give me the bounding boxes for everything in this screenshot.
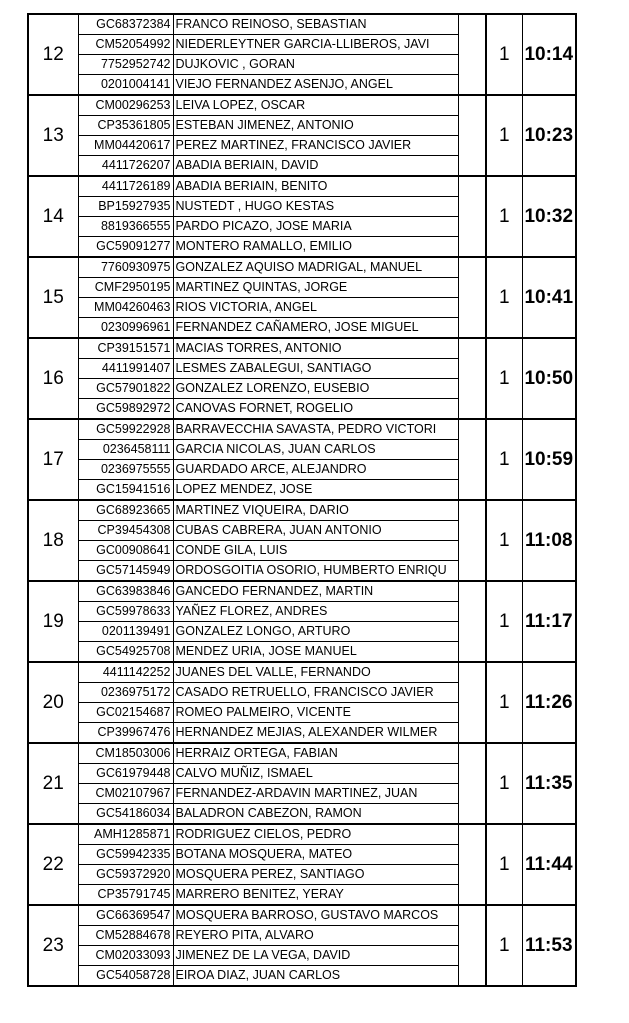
player-license: 0236458111 <box>78 440 173 460</box>
player-license: BP15927935 <box>78 197 173 217</box>
start-hole: 1 <box>486 95 522 176</box>
player-license: GC61979448 <box>78 764 173 784</box>
player-name: LOPEZ MENDEZ, JOSE <box>173 480 458 501</box>
tee-time: 10:50 <box>522 338 576 419</box>
player-license: 7760930975 <box>78 257 173 278</box>
start-hole: 1 <box>486 338 522 419</box>
spacer-cell <box>458 257 486 338</box>
start-hole: 1 <box>486 500 522 581</box>
group-number: 13 <box>28 95 78 176</box>
player-name: CALVO MUÑIZ, ISMAEL <box>173 764 458 784</box>
player-name: CANOVAS FORNET, ROGELIO <box>173 399 458 420</box>
player-name: GANCEDO FERNANDEZ, MARTIN <box>173 581 458 602</box>
player-name: ORDOSGOITIA OSORIO, HUMBERTO ENRIQU <box>173 561 458 582</box>
tee-time: 10:14 <box>522 14 576 95</box>
player-name: ABADIA BERIAIN, BENITO <box>173 176 458 197</box>
player-name: REYERO PITA, ALVARO <box>173 926 458 946</box>
start-hole: 1 <box>486 824 522 905</box>
player-name: GONZALEZ AQUISO MADRIGAL, MANUEL <box>173 257 458 278</box>
group-number: 14 <box>28 176 78 257</box>
player-license: GC57901822 <box>78 379 173 399</box>
player-license: 8819366555 <box>78 217 173 237</box>
player-license: GC59942335 <box>78 845 173 865</box>
tee-time: 10:23 <box>522 95 576 176</box>
player-license: CP39454308 <box>78 521 173 541</box>
tee-time: 11:53 <box>522 905 576 986</box>
player-row <box>28 500 576 521</box>
player-license: GC15941516 <box>78 480 173 501</box>
player-row <box>28 257 576 278</box>
player-name: CUBAS CABRERA, JUAN ANTONIO <box>173 521 458 541</box>
spacer-cell <box>458 824 486 905</box>
start-hole: 1 <box>486 662 522 743</box>
player-license: GC63983846 <box>78 581 173 602</box>
player-name: JIMENEZ DE LA VEGA, DAVID <box>173 946 458 966</box>
player-license: CM00296253 <box>78 95 173 116</box>
player-license: CP35361805 <box>78 116 173 136</box>
player-name: YAÑEZ FLOREZ, ANDRES <box>173 602 458 622</box>
start-hole: 1 <box>486 905 522 986</box>
player-license: 0236975555 <box>78 460 173 480</box>
player-license: GC02154687 <box>78 703 173 723</box>
player-name: VIEJO FERNANDEZ ASENJO, ANGEL <box>173 75 458 96</box>
player-license: MM04420617 <box>78 136 173 156</box>
player-row <box>28 743 576 764</box>
spacer-cell <box>458 338 486 419</box>
player-name: RIOS VICTORIA, ANGEL <box>173 298 458 318</box>
player-name: MARTINEZ QUINTAS, JORGE <box>173 278 458 298</box>
spacer-cell <box>458 95 486 176</box>
player-name: MACIAS TORRES, ANTONIO <box>173 338 458 359</box>
spacer-cell <box>458 500 486 581</box>
start-hole: 1 <box>486 257 522 338</box>
player-name: MOSQUERA BARROSO, GUSTAVO MARCOS <box>173 905 458 926</box>
player-license: GC68372384 <box>78 14 173 35</box>
player-name: ESTEBAN JIMENEZ, ANTONIO <box>173 116 458 136</box>
player-name: CONDE GILA, LUIS <box>173 541 458 561</box>
start-hole: 1 <box>486 14 522 95</box>
player-license: CM02107967 <box>78 784 173 804</box>
player-name: LESMES ZABALEGUI, SANTIAGO <box>173 359 458 379</box>
tee-time: 10:41 <box>522 257 576 338</box>
player-license: 4411726207 <box>78 156 173 177</box>
player-license: 0230996961 <box>78 318 173 339</box>
player-name: MENDEZ URIA, JOSE MANUEL <box>173 642 458 663</box>
player-name: MOSQUERA PEREZ, SANTIAGO <box>173 865 458 885</box>
player-license: GC54186034 <box>78 804 173 825</box>
start-hole: 1 <box>486 419 522 500</box>
spacer-cell <box>458 14 486 95</box>
player-license: GC59922928 <box>78 419 173 440</box>
player-license: 0236975172 <box>78 683 173 703</box>
tee-time: 10:59 <box>522 419 576 500</box>
player-license: GC57145949 <box>78 561 173 582</box>
group-number: 16 <box>28 338 78 419</box>
start-hole: 1 <box>486 743 522 824</box>
player-name: BOTANA MOSQUERA, MATEO <box>173 845 458 865</box>
player-license: GC59978633 <box>78 602 173 622</box>
spacer-cell <box>458 176 486 257</box>
player-row <box>28 662 576 683</box>
player-name: JUANES DEL VALLE, FERNANDO <box>173 662 458 683</box>
tee-time: 11:44 <box>522 824 576 905</box>
player-name: PEREZ MARTINEZ, FRANCISCO JAVIER <box>173 136 458 156</box>
player-license: 0201139491 <box>78 622 173 642</box>
spacer-cell <box>458 581 486 662</box>
group-number: 15 <box>28 257 78 338</box>
player-name: LEIVA LOPEZ, OSCAR <box>173 95 458 116</box>
player-license: 0201004141 <box>78 75 173 96</box>
player-license: CMF2950195 <box>78 278 173 298</box>
group-number: 21 <box>28 743 78 824</box>
player-license: GC59091277 <box>78 237 173 258</box>
player-name: GONZALEZ LONGO, ARTURO <box>173 622 458 642</box>
player-license: CP39967476 <box>78 723 173 744</box>
player-name: MARTINEZ VIQUEIRA, DARIO <box>173 500 458 521</box>
player-license: CM02033093 <box>78 946 173 966</box>
player-row <box>28 338 576 359</box>
player-row <box>28 176 576 197</box>
tee-times-table <box>27 13 577 987</box>
tee-time: 11:08 <box>522 500 576 581</box>
player-license: GC59892972 <box>78 399 173 420</box>
player-name: PARDO PICAZO, JOSE MARIA <box>173 217 458 237</box>
player-license: GC66369547 <box>78 905 173 926</box>
group-number: 19 <box>28 581 78 662</box>
player-license: GC00908641 <box>78 541 173 561</box>
player-license: MM04260463 <box>78 298 173 318</box>
spacer-cell <box>458 905 486 986</box>
spacer-cell <box>458 662 486 743</box>
player-license: CM52884678 <box>78 926 173 946</box>
player-license: 4411726189 <box>78 176 173 197</box>
player-row <box>28 14 576 35</box>
group-number: 23 <box>28 905 78 986</box>
player-name: FERNANDEZ-ARDAVIN MARTINEZ, JUAN <box>173 784 458 804</box>
player-row <box>28 419 576 440</box>
player-license: GC54925708 <box>78 642 173 663</box>
tee-time: 11:17 <box>522 581 576 662</box>
spacer-cell <box>458 743 486 824</box>
player-license: GC68923665 <box>78 500 173 521</box>
player-license: 4411991407 <box>78 359 173 379</box>
player-license: AMH1285871 <box>78 824 173 845</box>
player-name: RODRIGUEZ CIELOS, PEDRO <box>173 824 458 845</box>
player-license: CP39151571 <box>78 338 173 359</box>
player-name: NUSTEDT , HUGO KESTAS <box>173 197 458 217</box>
player-license: CM18503006 <box>78 743 173 764</box>
player-name: BARRAVECCHIA SAVASTA, PEDRO VICTORI <box>173 419 458 440</box>
player-name: MONTERO RAMALLO, EMILIO <box>173 237 458 258</box>
group-number: 12 <box>28 14 78 95</box>
player-row <box>28 95 576 116</box>
player-license: 7752952742 <box>78 55 173 75</box>
tee-time: 11:26 <box>522 662 576 743</box>
group-number: 17 <box>28 419 78 500</box>
player-name: BALADRON CABEZON, RAMON <box>173 804 458 825</box>
player-license: CP35791745 <box>78 885 173 906</box>
tee-time: 10:32 <box>522 176 576 257</box>
start-hole: 1 <box>486 581 522 662</box>
player-name: NIEDERLEYTNER GARCIA-LLIBEROS, JAVI <box>173 35 458 55</box>
spacer-cell <box>458 419 486 500</box>
start-hole: 1 <box>486 176 522 257</box>
player-name: ROMEO PALMEIRO, VICENTE <box>173 703 458 723</box>
player-license: 4411142252 <box>78 662 173 683</box>
group-number: 20 <box>28 662 78 743</box>
tee-time: 11:35 <box>522 743 576 824</box>
player-name: EIROA DIAZ, JUAN CARLOS <box>173 966 458 987</box>
player-name: HERNANDEZ MEJIAS, ALEXANDER WILMER <box>173 723 458 744</box>
player-row <box>28 905 576 926</box>
player-name: ABADIA BERIAIN, DAVID <box>173 156 458 177</box>
player-name: GUARDADO ARCE, ALEJANDRO <box>173 460 458 480</box>
player-name: HERRAIZ ORTEGA, FABIAN <box>173 743 458 764</box>
player-license: CM52054992 <box>78 35 173 55</box>
player-name: GARCIA NICOLAS, JUAN CARLOS <box>173 440 458 460</box>
player-name: DUJKOVIC , GORAN <box>173 55 458 75</box>
group-number: 18 <box>28 500 78 581</box>
player-name: FERNANDEZ CAÑAMERO, JOSE MIGUEL <box>173 318 458 339</box>
player-name: MARRERO BENITEZ, YERAY <box>173 885 458 906</box>
player-name: GONZALEZ LORENZO, EUSEBIO <box>173 379 458 399</box>
player-row <box>28 824 576 845</box>
group-number: 22 <box>28 824 78 905</box>
player-name: CASADO RETRUELLO, FRANCISCO JAVIER <box>173 683 458 703</box>
player-license: GC59372920 <box>78 865 173 885</box>
player-license: GC54058728 <box>78 966 173 987</box>
tee-times-sheet <box>27 13 575 987</box>
player-row <box>28 581 576 602</box>
player-name: FRANCO REINOSO, SEBASTIAN <box>173 14 458 35</box>
